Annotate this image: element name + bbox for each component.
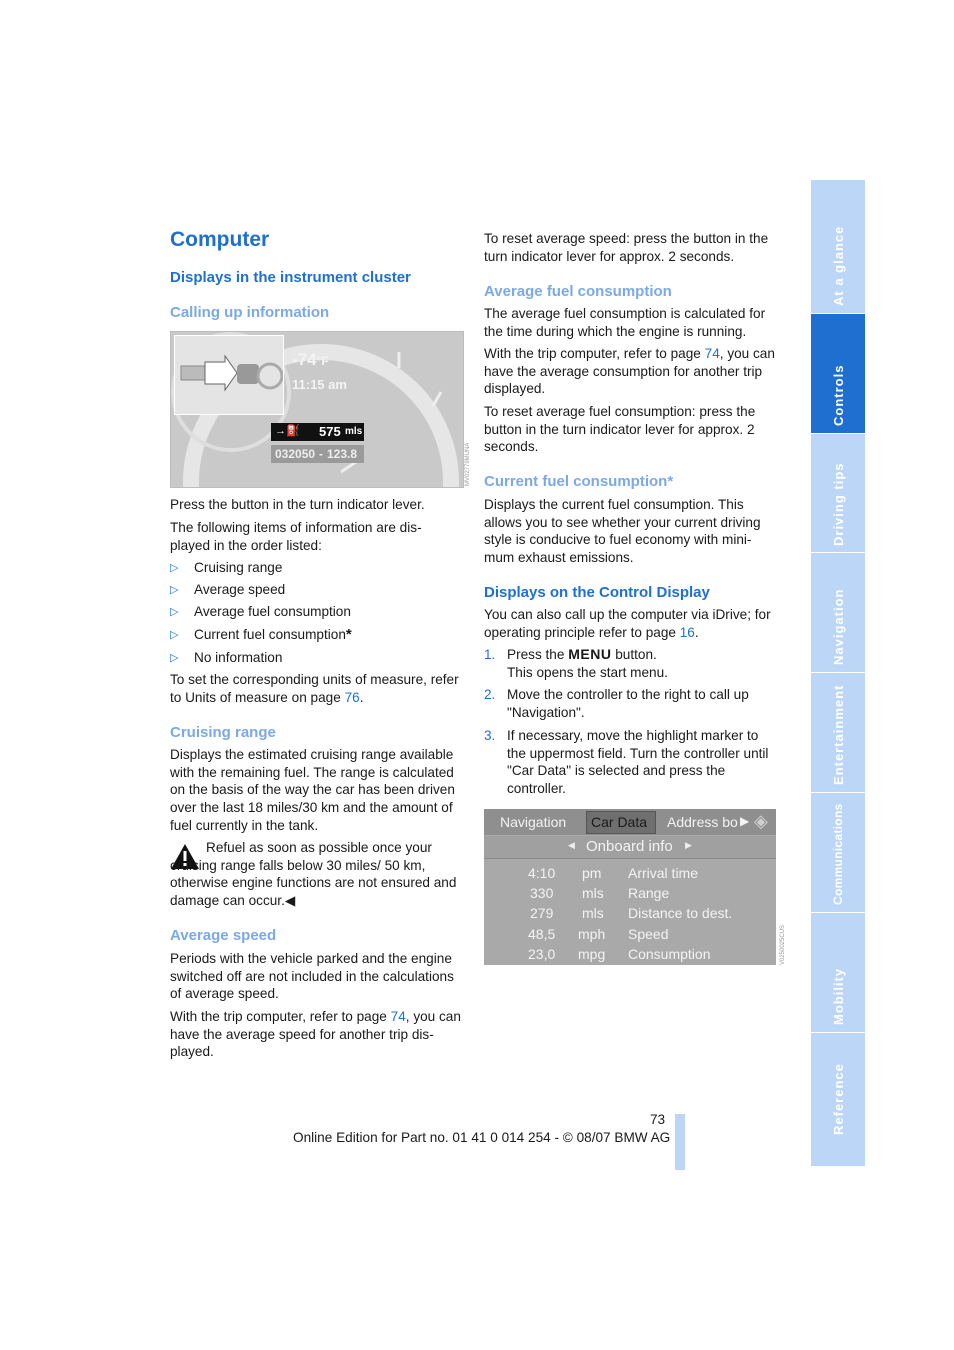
control-display-image [484,809,776,965]
paragraph-press-button: Press the button in the turn indicator lever. [170,497,425,512]
heading-average-speed: Average speed [170,927,277,944]
subsection-heading-calling: Calling up information [170,304,330,321]
list-item: ▷ Average fuel consumption [170,603,470,621]
list-item: ▷ Current fuel consumption* [170,626,352,643]
list-item: ▷ Cruising range [170,559,470,577]
idrive-tab-bar [484,809,776,835]
side-tab-navigation[interactable]: Navigation [811,553,865,672]
page-marker-bar [675,1114,685,1170]
side-tab-entertainment[interactable]: Entertainment [811,673,865,792]
paragraph-units: To set the corresponding units of measure, refer to Units of measure on page 76. [170,672,459,705]
side-tab-at-a-glance[interactable]: At a glance [811,180,865,313]
turn-lever-inset [174,335,284,415]
idrive-data-row: 330 mls Range [530,885,670,901]
instrument-cluster-image [170,331,464,488]
page-link-16[interactable]: 16 [679,624,695,640]
fuel-pump-icon: →⛽ [275,425,300,437]
idrive-data-row: 4:10 pm Arrival time [528,865,699,881]
bullet-icon: ▷ [170,562,179,574]
idrive-data-row: 48,5 mph Speed [528,926,669,942]
paragraph-order: The following items of information are dis-played in the order listed: [170,520,422,553]
idrive-data-row: 23,0 mpg Consumption [528,946,711,962]
heading-cruising-range: Cruising range [170,724,276,741]
image-code: V0250025CUS [780,924,786,965]
bullet-icon: ▷ [170,584,179,596]
bullet-icon: ▷ [170,629,179,641]
side-tab-controls[interactable]: Controls [811,314,865,433]
heading-average-fuel: Average fuel consumption [484,283,672,300]
cluster-range-unit: mls [345,426,363,437]
idrive-tab-car-data: Car Data [586,811,656,834]
step-item: 1. Press the MENU button. This opens the start menu. [484,646,668,680]
optional-star: * [345,626,352,643]
side-tab-driving-tips[interactable]: Driving tips [811,434,865,552]
list-item: ▷ No information [170,649,470,667]
section-heading-cluster: Displays in the instrument cluster [170,269,411,286]
paragraph-reset-speed: To reset average speed: press the button in the turn indicator lever for approx. 2 seconds. [484,231,769,264]
cluster-time: 11:15 am [292,377,347,392]
warning-text: Refuel as soon as possible once your cruising range falls below 30 miles/ 50 km, otherwise engine functions are not ensured and damage can occur.◀ [170,840,457,909]
bullet-icon: ▷ [170,606,179,618]
footer-edition: Online Edition for Part no. 01 41 0 014 254 - © 08/07 BMW AG [293,1130,671,1145]
paragraph-avg-fuel-2: With the trip computer, refer to page 74, you can have the average consumption for another trip displayed. [484,346,775,397]
page-link-74[interactable]: 74 [704,346,720,361]
page-title: Computer [170,228,270,251]
cluster-range-box [271,423,364,441]
controller-icon: ◈ [754,811,768,831]
cluster-odometer-box: 032050 - 123.8 [271,445,364,463]
page-link-76[interactable]: 76 [344,689,360,705]
paragraph-current-fuel: Displays the current fuel consumption. This allows you to see whether your current driving style is conducive to fuel economy with mini-mum exhaust emissions. [484,497,761,566]
paragraph-cruising-range: Displays the estimated cruising range available with the remaining fuel. The range is calculated on the basis of the way the car has been driven over the last 18 miles/30 km and the amount of fuel currently in the tank. [170,747,455,833]
side-tab-reference[interactable]: Reference [811,1033,865,1166]
image-code: MV02779MUNA [465,442,471,486]
page-link-74[interactable]: 74 [390,1009,406,1024]
heading-control-display: Displays on the Control Display [484,584,710,601]
turn-indicator-lever-icon [175,336,283,414]
step-item: 3. If necessary, move the highlight marker to the uppermost field. Turn the controller until "Car Data" is selected and press the controller. [484,728,769,797]
step-item: 2. Move the controller to the right to call up "Navigation". [484,687,749,720]
paragraph-control-display: You can also call up the computer via iDrive; for operating principle refer to page 16. [484,607,771,640]
cluster-temp-unit: °F [316,354,329,368]
idrive-submenu [484,836,776,859]
scroll-right-icon: ▶ [740,814,750,828]
idrive-tab-navigation: Navigation [500,814,567,830]
cluster-range-value: 575 [319,424,341,439]
end-marker-icon: ◀ [284,893,296,909]
list-item: ▷ Average speed [170,581,470,599]
side-tab-communications[interactable]: Communications [811,793,865,912]
paragraph-avg-fuel-3: To reset average fuel consumption: press the button in the turn indicator lever for approx. 2 seconds. [484,404,756,455]
cluster-trip: 123.8 [327,447,358,461]
cluster-temp: -74 [292,350,317,369]
chevron-right-icon: ▶ [685,840,692,850]
idrive-data-row: 279 mls Distance to dest. [530,905,733,921]
idrive-submenu-label: Onboard info [586,838,673,855]
heading-current-fuel: Current fuel consumption* [484,473,674,490]
idrive-tab-address-book: Address bo [667,814,738,830]
paragraph-avg-speed-1: Periods with the vehicle parked and the engine switched off are not included in the calculations of average speed. [170,951,454,1002]
menu-button-label: MENU [568,646,612,662]
paragraph-avg-fuel-1: The average fuel consumption is calculated for the time during which the engine is running. [484,306,766,339]
bullet-icon: ▷ [170,652,179,664]
chevron-left-icon: ◀ [568,840,575,850]
side-tab-mobility[interactable]: Mobility [811,913,865,1032]
page-number: 73 [650,1112,666,1127]
cluster-odometer: 032050 [275,447,316,461]
paragraph-avg-speed-2: With the trip computer, refer to page 74, you can have the average speed for another trip dis-played. [170,1009,461,1060]
